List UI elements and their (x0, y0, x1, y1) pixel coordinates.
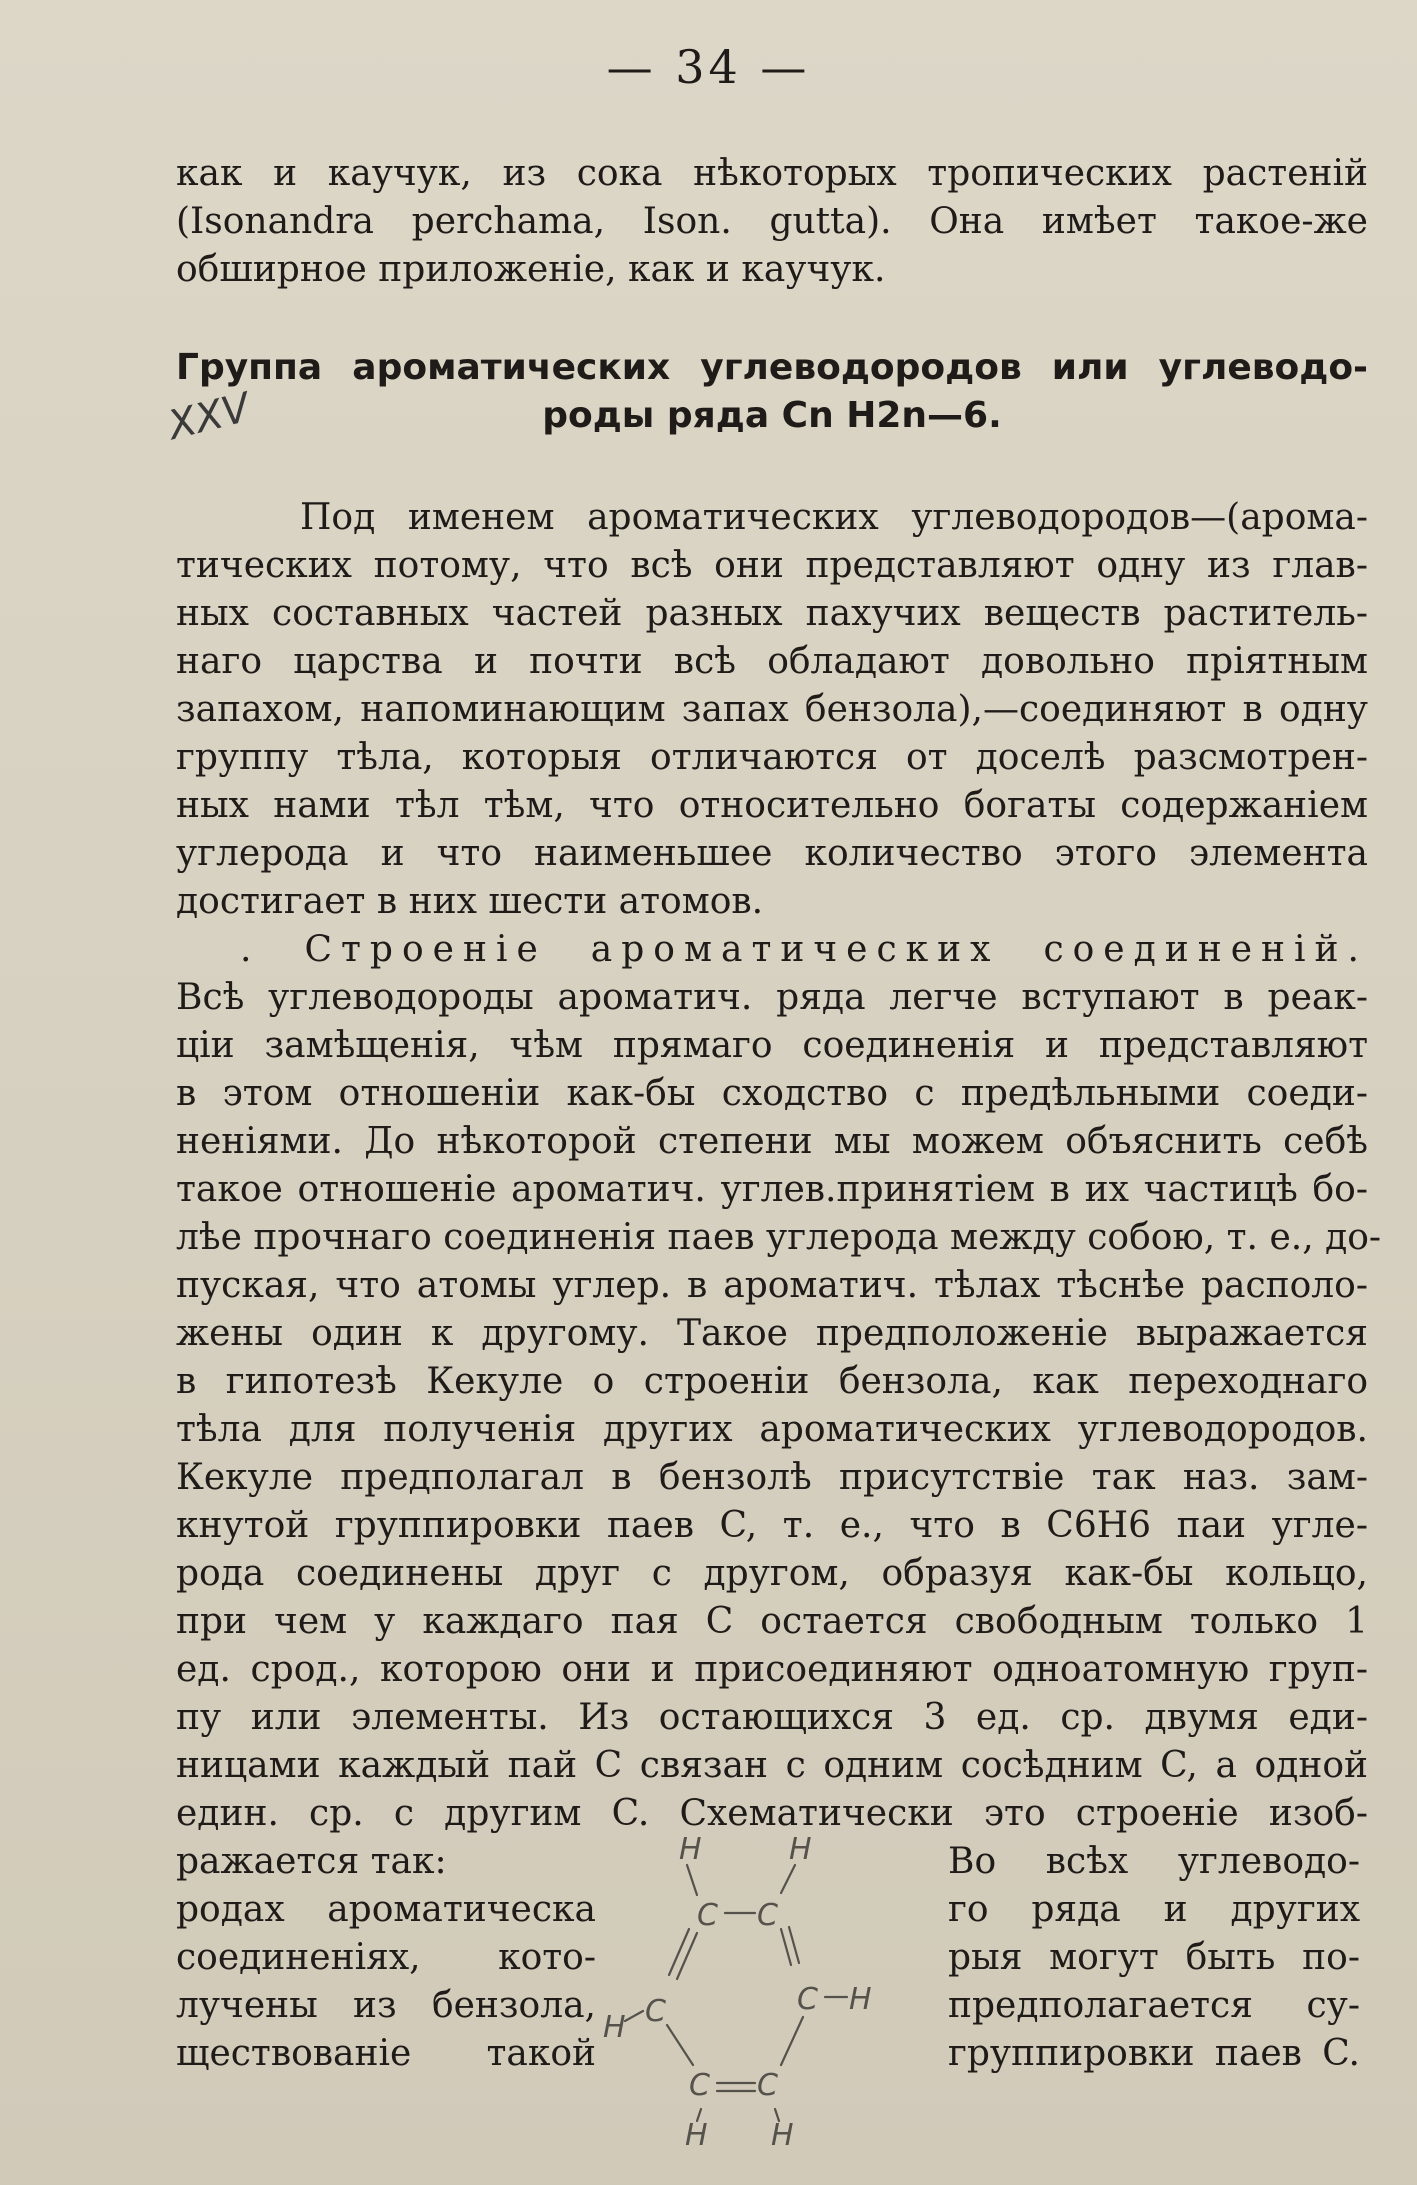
text-line: (Isonandra perchama, Ison. gutta). Она имѣет такое-же (176, 201, 1368, 242)
text-line: Кекуле предполагал в бензолѣ присутствіе так наз. зам- (176, 1457, 1368, 1498)
benzene-structure-diagram (585, 1825, 915, 2145)
text-line: в гипотезѣ Кекуле о строеніи бензола, как переходнаго (176, 1361, 1368, 1402)
left-column-line: лучены из бензола, (176, 1985, 596, 2026)
text-line: достигает в них шести атомов. (176, 881, 764, 922)
diagram-atom-c: C (697, 1898, 718, 1933)
text-line: группу тѣла, которыя отличаются от доселѣ разсмотрен- (176, 737, 1368, 778)
left-column-line: ществованіе такой (176, 2033, 596, 2074)
right-column-line: го ряда и других (948, 1889, 1360, 1930)
diagram-atom-c: C (757, 2068, 778, 2103)
text-line: Под именем ароматических углеводородов—(арома- (300, 497, 1368, 538)
text-line: ных составных частей разных пахучих веществ раститель- (176, 593, 1368, 634)
right-column-line: группировки паев C. (948, 2033, 1360, 2074)
diagram-atom-c: C (797, 1982, 818, 2017)
text-line: пу или элементы. Из остающихся 3 ед. ср. двумя еди- (176, 1697, 1368, 1738)
margin-note: XXV (163, 384, 255, 450)
text-line: ед. срод., которою они и присоединяют одноатомную груп- (176, 1649, 1368, 1690)
text-line: лѣе прочнаго соединенія паев углерода между собою, т. е., до- (176, 1217, 1382, 1258)
diagram-atom-h: H (789, 1832, 812, 1867)
diagram-atom-h: H (679, 1832, 702, 1867)
diagram-atom-c: C (645, 1994, 666, 2029)
text-line: неніями. До нѣкоторой степени мы можем объяснить себѣ (176, 1121, 1368, 1162)
subheading: . Строеніе ароматических соединеній. (240, 929, 1368, 970)
right-column-line: предполагается су- (948, 1985, 1360, 2026)
diagram-atom-c: C (757, 1898, 778, 1933)
diagram-atom-h: H (685, 2118, 708, 2145)
text-line: Всѣ углеводороды ароматич. ряда легче вступают в реак- (176, 977, 1368, 1018)
text-line: един. ср. с другим C. Схематически это строеніе изоб- (176, 1793, 1368, 1834)
text-line: тѣла для полученія других ароматических углеводородов. (176, 1409, 1368, 1450)
text-line: тических потому, что всѣ они представляют одну из глав- (176, 545, 1368, 586)
left-column-line: соединеніях, кото- (176, 1937, 596, 1978)
diagram-atom-c: C (689, 2068, 710, 2103)
text-line: кнутой группировки паев C, т. е., что в C6H6 паи углe- (176, 1505, 1368, 1546)
diagram-atom-h: H (771, 2118, 794, 2145)
text-line: ных нами тѣл тѣм, что относительно богаты содержаніем (176, 785, 1368, 826)
text-line: как и каучук, из сока нѣкоторых тропических растеній (176, 153, 1368, 194)
text-line: обширное приложеніе, как и каучук. (176, 249, 886, 290)
text-line: ціи замѣщенія, чѣм прямаго соединенія и представляют (176, 1025, 1368, 1066)
text-line: рода соединены друг с другом, образуя как-бы кольцо, (176, 1553, 1368, 1594)
text-line: запахом, напоминающим запах бензола),—соединяют в одну (176, 689, 1368, 730)
section-heading-formula: роды ряда Cn H2n—6. (542, 395, 1002, 436)
section-heading: Группа ароматических углеводородов или углеводо- (176, 347, 1368, 388)
text-line: углерода и что наименьшее количество этого элемента (176, 833, 1368, 874)
text-line: при чем у каждаго пая C остается свободным только 1 (176, 1601, 1368, 1642)
diagram-atom-h: H (849, 1982, 872, 2017)
right-column-line: рыя могут быть по- (948, 1937, 1360, 1978)
text-line: наго царства и почти всѣ обладают довольно пріятным (176, 641, 1368, 682)
diagram-atom-h: H (603, 2010, 626, 2045)
text-line: в этом отношеніи как-бы сходство с предѣльными соеди- (176, 1073, 1368, 1114)
text-line: такое отношеніе ароматич. углев.принятіем в их частицѣ бо- (176, 1169, 1368, 1210)
page-number: — 34 — (606, 40, 811, 94)
text-line: ницами каждый пай C связан с одним сосѣдним C, а одной (176, 1745, 1368, 1786)
left-column-line: ражается так: (176, 1841, 447, 1882)
right-column-line: Во всѣх углеводо- (948, 1841, 1360, 1882)
text-line: жены один к другому. Такое предположеніе выражается (176, 1313, 1368, 1354)
left-column-line: родах ароматическа (176, 1889, 596, 1930)
text-line: пуская, что атомы углер. в ароматич. тѣлах тѣснѣе располо- (176, 1265, 1368, 1306)
